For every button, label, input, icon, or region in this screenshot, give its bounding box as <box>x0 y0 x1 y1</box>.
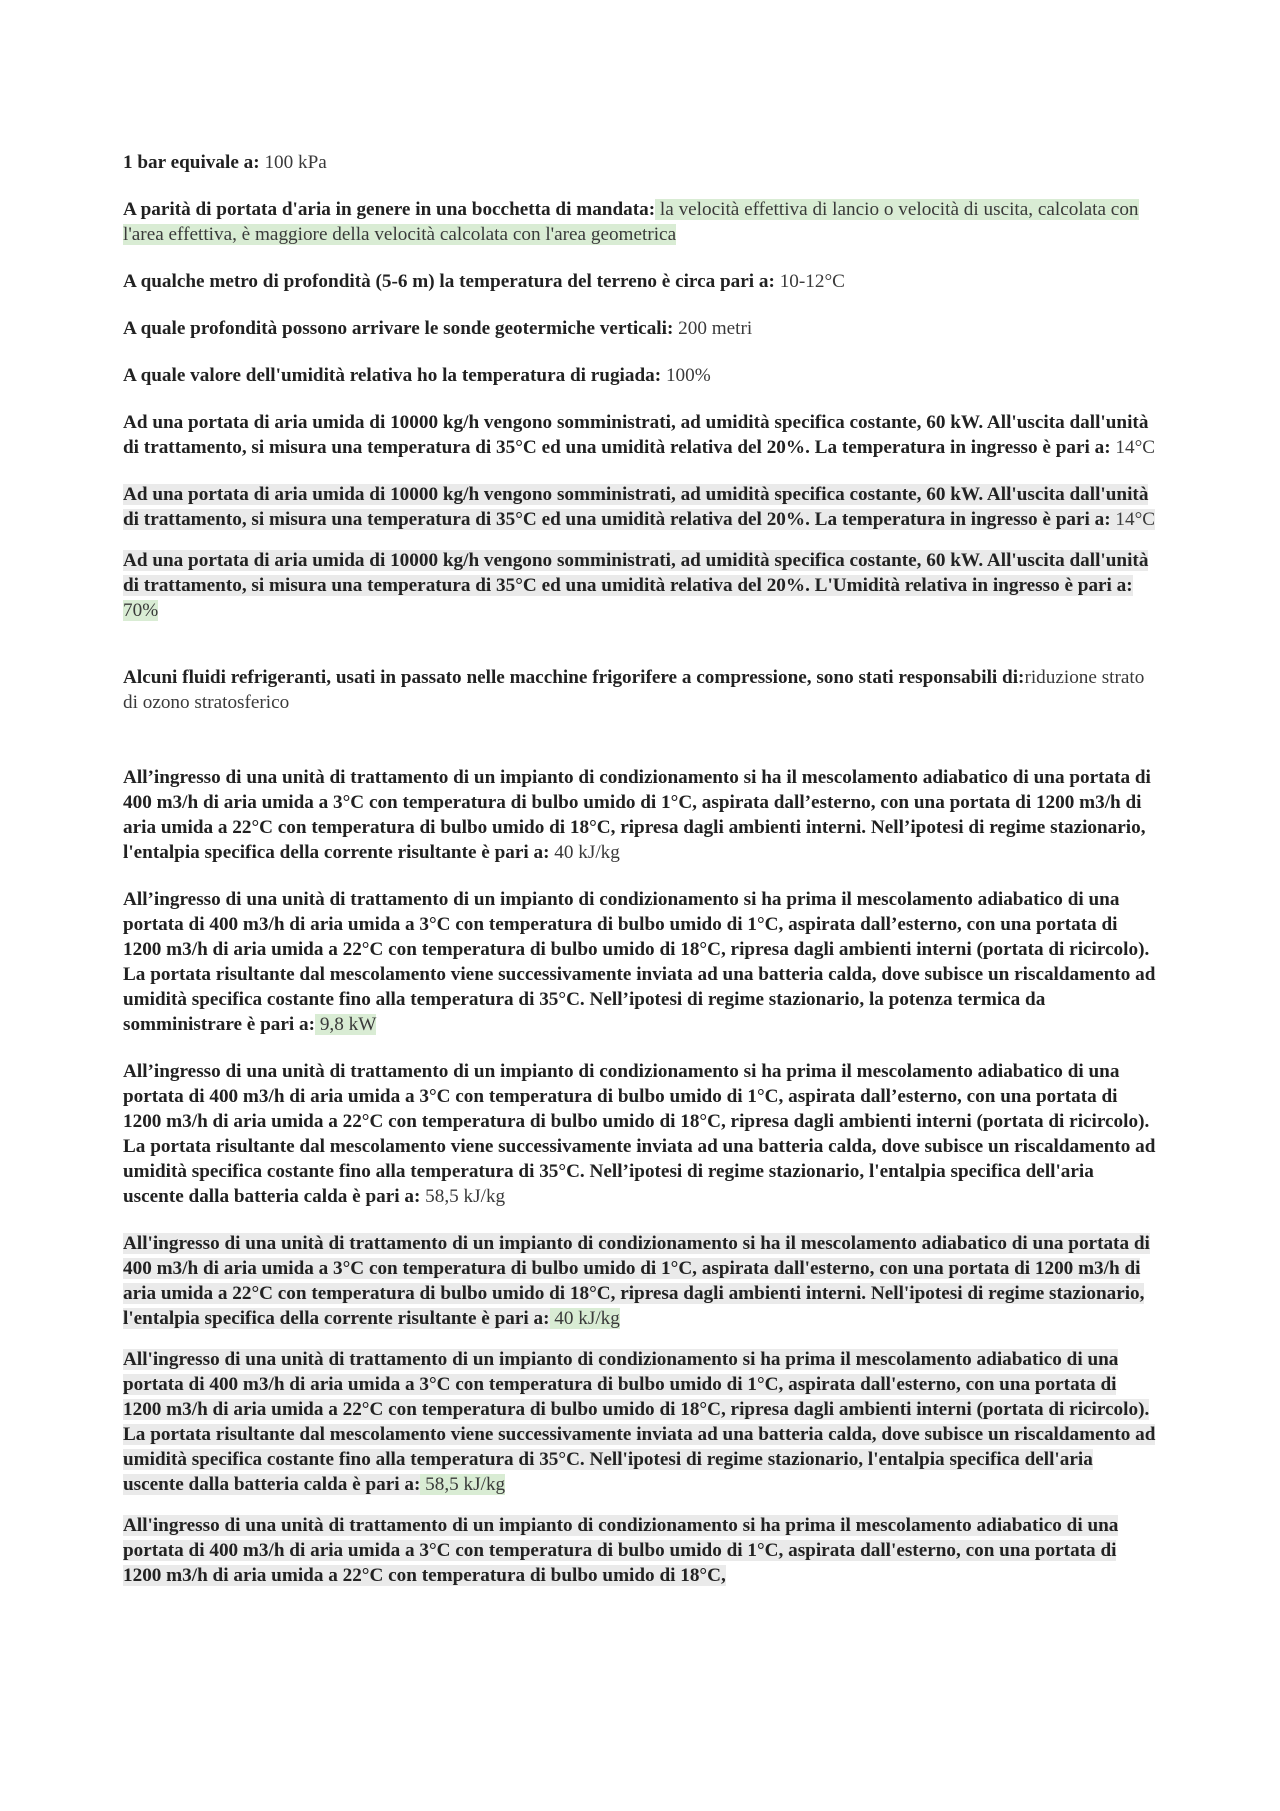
question-text: A qualche metro di profondità (5-6 m) la temperatura del terreno è circa pari a: <box>123 271 775 292</box>
answer-text: 10-12°C <box>774 271 845 292</box>
qa-item-10 <box>123 765 1158 865</box>
qa-item-14 <box>123 1347 1158 1497</box>
qa-item-4 <box>123 316 1158 341</box>
answer-text: 58,5 kJ/kg <box>420 1186 506 1207</box>
answer-text: 40 kJ/kg <box>549 842 620 863</box>
question-text: All’ingresso di una unità di trattamento di un impianto di condizionamento si ha prima il mescolamento adiabatico di una portata di 400 m3/h di aria umida a 3°C con temperatura di bulbo umido di 1°C, aspirata dall’esterno, con una portata di 1200 m3/h di aria umida a 22°C con temperatura di bulbo umido di 18°C, ripresa dagli ambienti interni (portata di ricircolo). La portata risultante dal mescolamento viene successivamente inviata ad una batteria calda, dove subisce un riscaldamento ad umidità specifica costante fino alla temperatura di 35°C. Nell’ipotesi di regime stazionario, l'entalpia specifica dell'aria uscente dalla batteria calda è pari a: <box>123 1061 1156 1207</box>
qa-item-6 <box>123 410 1158 460</box>
qa-item-7 <box>123 482 1158 532</box>
question-text: 1 bar equivale a: <box>123 152 260 173</box>
qa-item-8 <box>123 548 1158 623</box>
question-text: Ad una portata di aria umida di 10000 kg/h vengono somministrati, ad umidità specifica costante, 60 kW. All'uscita dall'unità di trattamento, si misura una temperatura di 35°C ed una umidità relativa del 20%. La temperatura in ingresso è pari a: <box>123 412 1149 458</box>
question-text: A quale valore dell'umidità relativa ho la temperatura di rugiada: <box>123 365 662 386</box>
qa-item-12 <box>123 1059 1158 1209</box>
answer-highlight: 40 kJ/kg <box>549 1308 620 1329</box>
qa-item-5 <box>123 363 1158 388</box>
question-text: All’ingresso di una unità di trattamento di un impianto di condizionamento si ha il mescolamento adiabatico di una portata di 400 m3/h di aria umida a 3°C con temperatura di bulbo umido di 1°C, aspirata dall’esterno, con una portata di 1200 m3/h di aria umida a 22°C con temperatura di bulbo umido di 18°C, ripresa dagli ambienti interni. Nell’ipotesi di regime stazionario, l'entalpia specifica della corrente risultante è pari a: <box>123 767 1151 863</box>
question-text: All'ingresso di una unità di trattamento di un impianto di condizionamento si ha prima il mescolamento adiabatico di una portata di 400 m3/h di aria umida a 3°C con temperatura di bulbo umido di 1°C, aspirata dall'esterno, con una portata di 1200 m3/h di aria umida a 22°C con temperatura di bulbo umido di 18°C, ripresa dagli ambienti interni (portata di ricircolo). La portata risultante dal mescolamento viene successivamente inviata ad una batteria calda, dove subisce un riscaldamento ad umidità specifica costante fino alla temperatura di 35°C. Nell'ipotesi di regime stazionario, l'entalpia specifica dell'aria uscente dalla batteria calda è pari a: <box>123 1349 1156 1495</box>
answer-highlight: 9,8 kW <box>315 1014 377 1035</box>
answer-text: riduzione strato di ozono stratosferico <box>123 667 1145 713</box>
answer-highlight: 70% <box>123 600 159 621</box>
answer-text: 100% <box>661 365 711 386</box>
question-text: Alcuni fluidi refrigeranti, usati in passato nelle macchine frigorifere a compressione, sono stati responsabili di: <box>123 667 1025 688</box>
question-text: All’ingresso di una unità di trattamento di un impianto di condizionamento si ha prima il mescolamento adiabatico di una portata di 400 m3/h di aria umida a 3°C con temperatura di bulbo umido di 1°C, aspirata dall’esterno, con una portata di 1200 m3/h di aria umida a 22°C con temperatura di bulbo umido di 18°C, ripresa dagli ambienti interni (portata di ricircolo). La portata risultante dal mescolamento viene successivamente inviata ad una batteria calda, dove subisce un riscaldamento ad umidità specifica costante fino alla temperatura di 35°C. Nell’ipotesi di regime stazionario, la potenza termica da somministrare è pari a: <box>123 889 1156 1035</box>
answer-text: 200 metri <box>673 318 753 339</box>
document-page <box>123 150 1158 1610</box>
qa-item-11 <box>123 887 1158 1037</box>
qa-item-3 <box>123 269 1158 294</box>
question-text: All'ingresso di una unità di trattamento di un impianto di condizionamento si ha prima il mescolamento adiabatico di una portata di 400 m3/h di aria umida a 3°C con temperatura di bulbo umido di 1°C, aspirata dall'esterno, con una portata di 1200 m3/h di aria umida a 22°C con temperatura di bulbo umido di 18°C, <box>123 1515 1119 1586</box>
answer-highlight: la velocità effettiva di lancio o velocità di uscita, calcolata con l'area effettiva, è maggiore della velocità calcolata con l'area geometrica <box>123 199 1139 245</box>
answer-highlight: 58,5 kJ/kg <box>420 1474 506 1495</box>
question-text: A parità di portata d'aria in genere in una bocchetta di mandata: <box>123 199 656 220</box>
qa-item-2 <box>123 197 1158 247</box>
question-text: A quale profondità possono arrivare le sonde geotermiche verticali: <box>123 318 674 339</box>
answer-text: 100 kPa <box>259 152 327 173</box>
question-text: Ad una portata di aria umida di 10000 kg/h vengono somministrati, ad umidità specifica costante, 60 kW. All'uscita dall'unità di trattamento, si misura una temperatura di 35°C ed una umidità relativa del 20%. La temperatura in ingresso è pari a: <box>123 484 1149 530</box>
answer-text: 14°C <box>1110 437 1156 458</box>
qa-item-13 <box>123 1231 1158 1331</box>
answer-text: 14°C <box>1110 509 1156 530</box>
qa-item-15 <box>123 1513 1158 1588</box>
question-text: Ad una portata di aria umida di 10000 kg/h vengono somministrati, ad umidità specifica costante, 60 kW. All'uscita dall'unità di trattamento, si misura una temperatura di 35°C ed una umidità relativa del 20%. L'Umidità relativa in ingresso è pari a: <box>123 550 1149 596</box>
question-text: All'ingresso di una unità di trattamento di un impianto di condizionamento si ha il mescolamento adiabatico di una portata di 400 m3/h di aria umida a 3°C con temperatura di bulbo umido di 1°C, aspirata dall'esterno, con una portata di 1200 m3/h di aria umida a 22°C con temperatura di bulbo umido di 18°C, ripresa dagli ambienti interni. Nell'ipotesi di regime stazionario, l'entalpia specifica della corrente risultante è pari a: <box>123 1233 1150 1329</box>
qa-item-1 <box>123 150 1158 175</box>
qa-item-9 <box>123 665 1158 715</box>
